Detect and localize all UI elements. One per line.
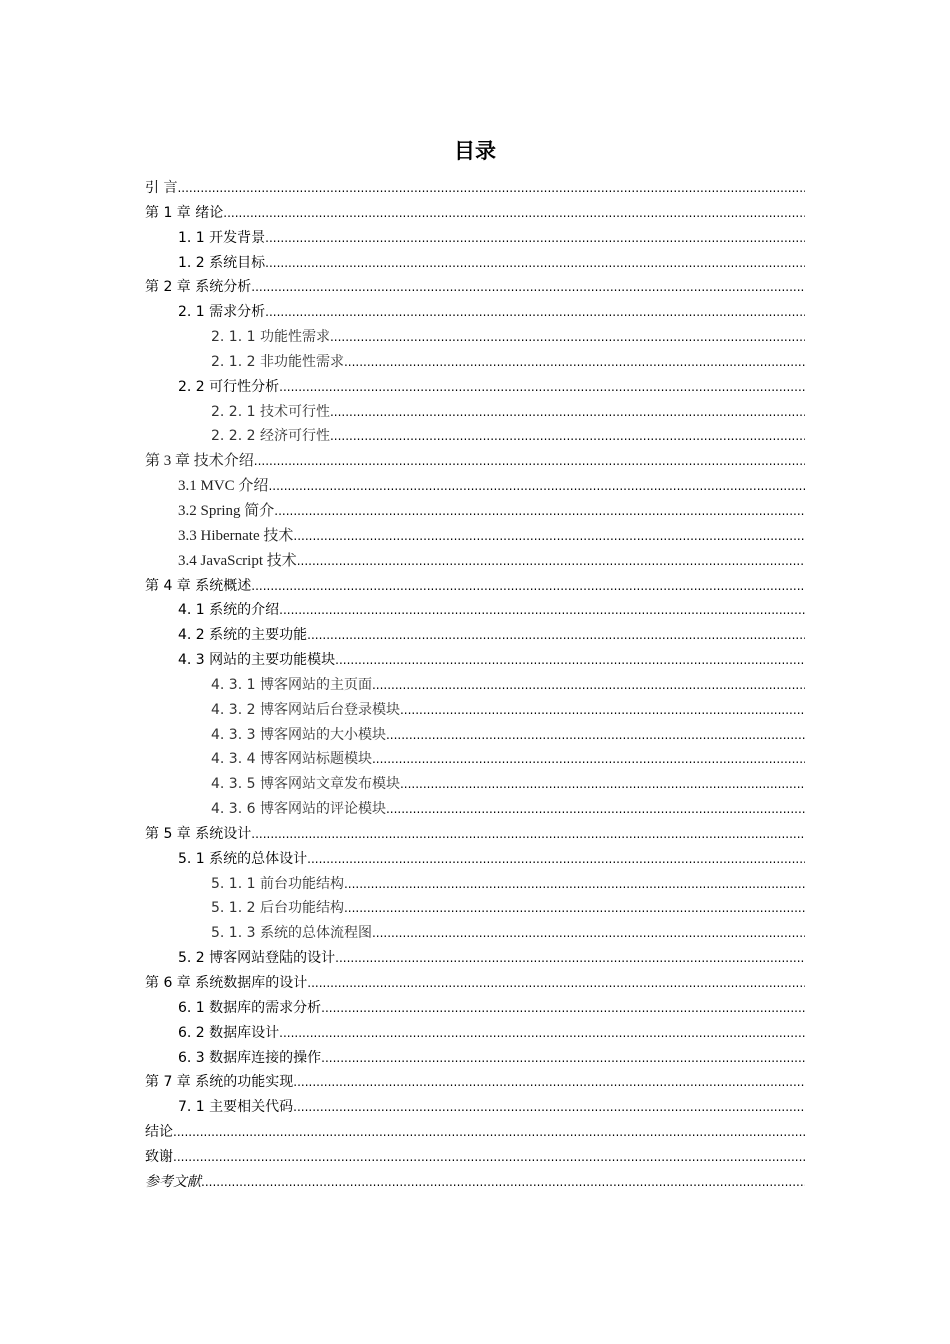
toc-entry-text: 结论 [145, 1124, 173, 1141]
toc-leader-dots [372, 747, 805, 772]
toc-leader-dots [297, 549, 805, 574]
toc-entry-text: 5. 2 博客网站登陆的设计 [178, 950, 336, 967]
toc-leader-dots [173, 1120, 805, 1145]
toc-entry[interactable] [145, 350, 805, 375]
toc-entry-text: 4. 3. 4 博客网站标题模块 [211, 751, 372, 768]
toc-entry[interactable] [145, 251, 805, 276]
toc-leader-dots [386, 723, 805, 748]
toc-leader-dots [330, 424, 805, 449]
toc-leader-dots [279, 598, 805, 623]
toc-entry-text: 2. 2. 1 技术可行性 [211, 403, 330, 420]
toc-leader-dots [344, 896, 805, 921]
toc-entry-text: 1. 2 系统目标 [178, 254, 266, 271]
toc-entry[interactable] [145, 549, 805, 574]
toc-entry-text: 3.4 JavaScript 技术 [178, 552, 297, 569]
toc-leader-dots [251, 275, 805, 300]
toc-leader-dots [335, 946, 805, 971]
toc-entry[interactable] [145, 499, 805, 524]
toc-entry[interactable] [145, 325, 805, 350]
toc-leader-dots [330, 400, 805, 425]
toc-leader-dots [293, 1095, 805, 1120]
toc-entry[interactable] [145, 226, 805, 251]
toc-leader-dots [293, 524, 805, 549]
toc-entry[interactable] [145, 822, 805, 847]
toc-leader-dots [251, 574, 805, 599]
toc-leader-dots [330, 325, 805, 350]
toc-leader-dots [372, 921, 805, 946]
toc-entry[interactable] [145, 623, 805, 648]
toc-leader-dots [400, 772, 805, 797]
toc-entry-text: 第 6 章 系统数据库的设计 [145, 975, 308, 991]
toc-entry-text: 2. 2 可行性分析 [178, 378, 280, 395]
toc-leader-dots [321, 1046, 805, 1071]
toc-leader-dots [173, 1145, 805, 1170]
toc-entry-text: 6. 3 数据库连接的操作 [178, 1049, 322, 1066]
toc-entry-text: 4. 3. 6 博客网站的评论模块 [211, 801, 386, 818]
toc-entry-text: 5. 1 系统的总体设计 [178, 850, 308, 867]
toc-entry-text: 4. 3. 5 博客网站文章发布模块 [211, 776, 400, 793]
toc-entry[interactable] [145, 598, 805, 623]
toc-leader-dots [251, 822, 805, 847]
toc-entry[interactable] [145, 574, 805, 599]
toc-entry-text: 第 2 章 系统分析 [145, 279, 252, 296]
toc-entry[interactable] [145, 847, 805, 872]
toc-entry[interactable] [145, 747, 805, 772]
table-of-contents [145, 176, 805, 1195]
toc-leader-dots [307, 623, 805, 648]
toc-entry-text: 3.1 MVC 介绍 [178, 478, 269, 495]
toc-title: 目录 [454, 139, 496, 163]
toc-entry[interactable] [145, 424, 805, 449]
toc-entry[interactable] [145, 797, 805, 822]
toc-entry-text: 5. 1. 2 后台功能结构 [211, 900, 344, 917]
toc-leader-dots [223, 201, 805, 226]
toc-entry-text: 4. 1 系统的介绍 [178, 602, 280, 619]
toc-entry-text: 4. 2 系统的主要功能 [178, 627, 308, 644]
toc-entry-text: 3.3 Hibernate 技术 [178, 527, 294, 544]
toc-leader-dots [265, 300, 805, 325]
toc-leader-dots [307, 971, 805, 996]
toc-leader-dots [274, 499, 805, 524]
toc-leader-dots [321, 996, 805, 1021]
toc-leader-dots [254, 449, 805, 474]
toc-leader-dots [279, 1021, 805, 1046]
toc-entry-text: 第 5 章 系统设计 [145, 825, 252, 842]
toc-entry-text: 第 3 章 技术介绍 [145, 453, 254, 470]
toc-entry[interactable] [145, 996, 805, 1021]
toc-entry-text: 5. 1. 1 前台功能结构 [211, 875, 344, 892]
toc-entry[interactable] [145, 1070, 805, 1095]
toc-entry[interactable] [145, 474, 805, 499]
toc-entry-text: 4. 3. 2 博客网站后台登录模块 [211, 701, 400, 718]
toc-leader-dots [265, 226, 805, 251]
toc-entry-text: 引 言 [145, 180, 178, 196]
toc-entry[interactable] [145, 524, 805, 549]
toc-entry[interactable] [145, 1145, 805, 1170]
toc-entry[interactable] [145, 921, 805, 946]
toc-entry-text: 2. 1. 1 功能性需求 [211, 329, 330, 346]
toc-entry-text: 2. 2. 2 经济可行性 [211, 428, 330, 445]
toc-leader-dots [372, 673, 805, 698]
toc-entry-text: 第 4 章 系统概述 [145, 577, 252, 594]
toc-leader-dots [344, 872, 805, 897]
toc-entry[interactable] [145, 648, 805, 673]
toc-leader-dots [201, 1170, 805, 1195]
toc-entry[interactable] [145, 176, 805, 201]
toc-entry-text: 6. 2 数据库设计 [178, 1024, 280, 1041]
toc-leader-dots [268, 474, 805, 499]
toc-entry-text: 5. 1. 3 系统的总体流程图 [211, 925, 372, 942]
toc-entry[interactable] [145, 772, 805, 797]
toc-entry[interactable] [145, 1120, 805, 1145]
toc-entry-text: 4. 3. 1 博客网站的主页面 [211, 676, 372, 693]
toc-entry-text: 4. 3 网站的主要功能模块 [178, 652, 336, 669]
toc-leader-dots [279, 375, 805, 400]
toc-entry[interactable] [145, 449, 805, 474]
toc-entry-text: 7. 1 主要相关代码 [178, 1099, 294, 1116]
toc-leader-dots [307, 847, 805, 872]
toc-entry[interactable] [145, 673, 805, 698]
toc-leader-dots [293, 1070, 805, 1095]
toc-entry[interactable] [145, 723, 805, 748]
toc-entry[interactable] [145, 896, 805, 921]
toc-leader-dots [386, 797, 805, 822]
toc-entry-text: 3.2 Spring 简介 [178, 502, 275, 519]
toc-entry[interactable] [145, 275, 805, 300]
toc-leader-dots [335, 648, 805, 673]
toc-entry-text: 1. 1 开发背景 [178, 229, 266, 246]
toc-entry-text: 2. 1 需求分析 [178, 304, 266, 321]
toc-entry[interactable] [145, 872, 805, 897]
toc-leader-dots [400, 698, 805, 723]
toc-leader-dots [344, 350, 805, 375]
toc-entry[interactable] [145, 1046, 805, 1071]
toc-entry-text: 2. 1. 2 非功能性需求 [211, 353, 344, 370]
toc-leader-dots [177, 176, 805, 201]
toc-entry[interactable] [145, 300, 805, 325]
toc-entry-text: 第 1 章 绪论 [145, 204, 224, 221]
toc-entry[interactable] [145, 971, 805, 996]
toc-entry[interactable] [145, 400, 805, 425]
toc-entry-text: 4. 3. 3 博客网站的大小模块 [211, 726, 386, 743]
toc-entry[interactable] [145, 201, 805, 226]
toc-leader-dots [265, 251, 805, 276]
toc-entry-text: 6. 1 数据库的需求分析 [178, 999, 322, 1016]
toc-entry-text: 第 7 章 系统的功能实现 [145, 1074, 294, 1091]
toc-entry-text: 致谢 [145, 1148, 173, 1165]
toc-entry[interactable] [145, 1170, 805, 1195]
toc-entry[interactable] [145, 375, 805, 400]
toc-entry[interactable] [145, 1095, 805, 1120]
toc-entry-text: 参考文献 [145, 1173, 201, 1190]
toc-entry[interactable] [145, 1021, 805, 1046]
toc-entry[interactable] [145, 698, 805, 723]
toc-entry[interactable] [145, 946, 805, 971]
